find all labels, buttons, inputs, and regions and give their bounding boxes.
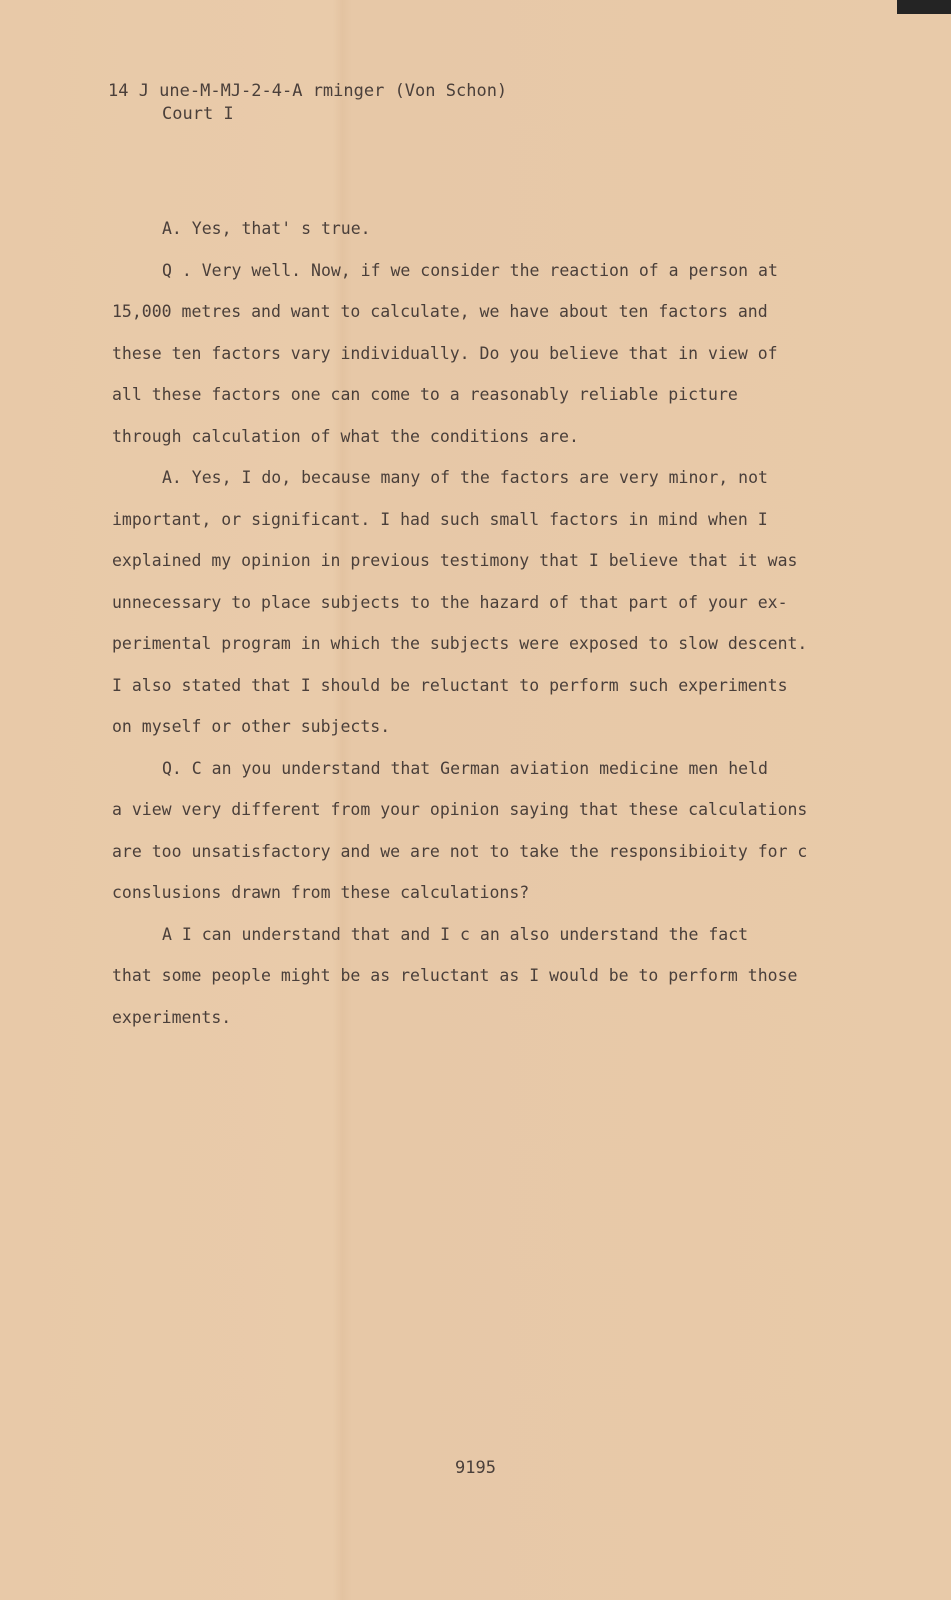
text-line: all these factors one can come to a reasonably reliable picture xyxy=(112,385,738,404)
paragraph-question-1 xyxy=(112,250,842,458)
page-number: 9195 xyxy=(455,1458,496,1478)
header-court-line: Court I xyxy=(162,104,234,124)
text-line: perimental program in which the subjects were exposed to slow descent. xyxy=(112,634,808,653)
text-line: explained my opinion in previous testimony that I believe that it was xyxy=(112,551,798,570)
text-line: I also stated that I should be reluctant to perform such experiments xyxy=(112,675,788,695)
text-line: on myself or other subjects. xyxy=(112,717,391,736)
text-line: Q . Very well. Now, if we consider the reaction of a person at xyxy=(162,260,778,280)
paragraph-question-2 xyxy=(112,748,842,914)
text-line: experiments. xyxy=(112,1007,232,1027)
document-header xyxy=(108,80,507,126)
text-line: 15,000 metres and want to calculate, we have about ten factors and xyxy=(112,302,768,321)
text-line: A I can understand that and I c an also understand the fact xyxy=(162,924,749,944)
text-line: a view very different from your opinion saying that these calculations xyxy=(112,800,808,819)
text-line: that some people might be as reluctant as I would be to perform those xyxy=(112,966,798,985)
text-line: important, or significant. I had such small factors in mind when I xyxy=(112,509,768,529)
text-line: through calculation of what the conditions are. xyxy=(112,426,579,446)
testimony-body xyxy=(112,208,842,1038)
paragraph-answer-2 xyxy=(112,457,842,748)
text-line: Q. C an you understand that German aviation medicine men held xyxy=(162,758,768,778)
corner-tab xyxy=(897,0,951,14)
header-case-line: 14 J une-M-MJ-2-4-A rminger (Von Schon) xyxy=(108,81,508,101)
text-line: these ten factors vary individually. Do you believe that in view of xyxy=(112,343,778,363)
text-line: A. Yes, that' s true. xyxy=(162,219,371,238)
paragraph-answer-1 xyxy=(112,208,842,250)
text-line: conslusions drawn from these calculations? xyxy=(112,883,530,902)
paragraph-answer-3 xyxy=(112,914,842,1039)
text-line: unnecessary to place subjects to the hazard of that part of your ex- xyxy=(112,592,788,612)
text-line: are too unsatisfactory and we are not to take the responsibioity for c xyxy=(112,841,808,861)
text-line: A. Yes, I do, because many of the factors are very minor, not xyxy=(162,468,768,487)
